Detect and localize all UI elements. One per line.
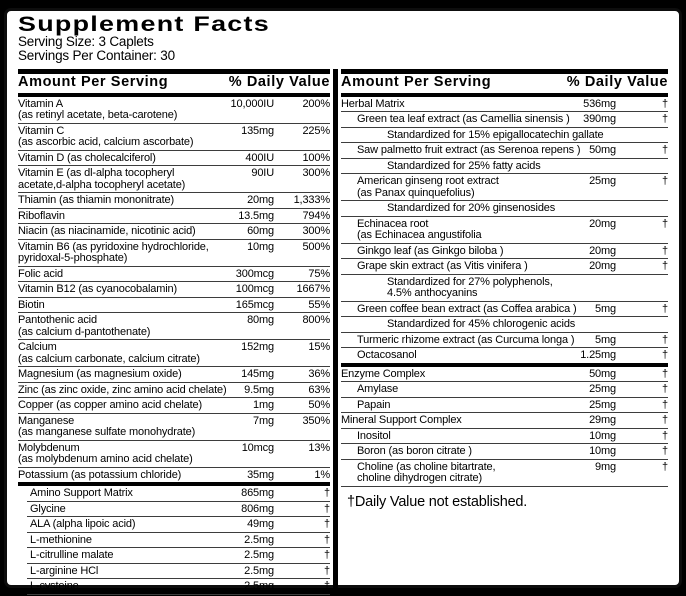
ingredient-daily-value: 300%	[302, 167, 330, 180]
ingredient-amount: 5mg	[595, 302, 616, 315]
ingredient-daily-value: †	[662, 144, 668, 157]
table-row	[18, 340, 330, 367]
ingredient-amount: 300mcg	[235, 267, 274, 280]
ingredient-daily-value: †	[324, 549, 330, 562]
table-row	[341, 159, 668, 175]
ingredient-amount: 20mg	[589, 217, 616, 230]
table-row	[18, 298, 330, 314]
ingredient-daily-value: 55%	[308, 298, 330, 311]
table-row	[18, 367, 330, 383]
ingredient-amount: 2.5mg	[244, 580, 274, 593]
left-column	[18, 69, 330, 595]
ingredient-amount: 9mg	[595, 460, 616, 473]
table-row	[27, 564, 330, 580]
table-row	[341, 460, 668, 487]
ingredient-name-line2: 4.5% anthocyanins	[387, 287, 478, 300]
ingredient-name-line1: L-methionine	[30, 533, 92, 546]
ingredient-daily-value: 1%	[314, 468, 330, 481]
ingredient-name	[341, 318, 576, 331]
table-row	[18, 97, 330, 124]
table-row	[341, 413, 668, 429]
amount-per-serving-header: Amount Per Serving	[18, 73, 169, 90]
ingredient-amount: 1mg	[253, 399, 274, 412]
table-row	[341, 382, 668, 398]
ingredient-name	[341, 144, 581, 157]
ingredient-amount: 25mg	[589, 398, 616, 411]
ingredient-name-line1: L-citrulline malate	[30, 549, 114, 562]
ingredient-amount: 400IU	[245, 151, 274, 164]
ingredient-name	[341, 128, 604, 142]
amount-per-serving-header: Amount Per Serving	[341, 73, 492, 90]
ingredient-name-line1: Calcium	[18, 341, 57, 354]
ingredient-name-line1: Pantothenic acid	[18, 314, 97, 327]
ingredient-name	[341, 462, 558, 485]
ingredient-amount: 152mg	[241, 341, 274, 354]
table-row	[18, 398, 330, 414]
table-row	[27, 533, 330, 549]
table-row	[341, 317, 668, 333]
table-row	[27, 486, 330, 502]
column-divider	[333, 69, 338, 595]
ingredient-daily-value: †	[324, 533, 330, 546]
ingredient-name-line1: Zinc (as zinc oxide, zinc amino acid chelate)	[18, 383, 227, 396]
ingredient-amount: 390mg	[583, 113, 616, 126]
table-row	[18, 151, 330, 167]
ingredient-daily-value: †	[662, 175, 668, 188]
ingredient-amount: 2.5mg	[244, 564, 274, 577]
ingredient-name-line1: Vitamin B12 (as cyanocobalamin)	[18, 283, 178, 296]
ingredient-name-line1: ALA (alpha lipoic acid)	[30, 518, 136, 531]
ingredient-name-line2: (as calcium d-pantothenate)	[18, 325, 151, 338]
table-row	[341, 174, 668, 201]
ingredient-daily-value: †	[662, 445, 668, 458]
ingredient-daily-value: †	[324, 518, 330, 531]
ingredient-name	[18, 211, 212, 223]
ingredient-daily-value: 50%	[308, 399, 330, 412]
table-row	[27, 502, 330, 518]
ingredient-name-line2: (as Panax quinquefolius)	[357, 186, 475, 199]
ingredient-daily-value: †	[662, 97, 668, 110]
table-row	[18, 240, 330, 267]
ingredient-daily-value: †	[662, 429, 668, 442]
ingredient-daily-value: 75%	[308, 267, 330, 280]
ingredient-daily-value: 13%	[308, 441, 330, 454]
ingredient-name	[18, 168, 212, 191]
ingredient-name	[18, 126, 212, 149]
ingredient-name-line1: Green coffee bean extract (as Coffea arabica )	[357, 302, 577, 315]
left-rows	[18, 97, 330, 595]
ingredient-daily-value: †	[324, 502, 330, 515]
ingredient-name	[341, 384, 558, 396]
ingredient-name	[27, 519, 212, 531]
ingredient-name-line1: Green tea leaf extract (as Camellia sinensis )	[357, 113, 570, 126]
ingredient-name	[341, 446, 558, 458]
ingredient-name	[18, 342, 212, 365]
ingredient-amount: 7mg	[253, 414, 274, 427]
ingredient-name	[341, 400, 558, 412]
ingredient-name-line1: Manganese	[18, 414, 75, 427]
table-row	[18, 193, 330, 209]
ingredient-amount: 29mg	[589, 414, 616, 427]
ingredient-amount: 50mg	[589, 367, 616, 380]
ingredient-name-line1: Vitamin D (as cholecalciferol)	[18, 151, 156, 164]
right-column	[341, 69, 668, 595]
ingredient-name	[27, 566, 212, 578]
ingredient-daily-value: 36%	[308, 368, 330, 381]
ingredient-name-line1: Choline (as choline bitartrate,	[357, 460, 496, 473]
ingredient-daily-value: 1667%	[296, 283, 330, 296]
ingredient-name	[18, 315, 212, 338]
ingredient-name-line1: Inositol	[357, 429, 391, 442]
ingredient-amount: 25mg	[589, 383, 616, 396]
ingredient-name-line1: Folic acid	[18, 267, 63, 280]
table-row	[27, 548, 330, 564]
ingredient-name	[341, 176, 558, 199]
ingredient-daily-value: †	[662, 398, 668, 411]
ingredient-amount: 806mg	[241, 502, 274, 515]
ingredient-name	[27, 550, 212, 562]
ingredient-name-line1: Standardized for 25% fatty acids	[387, 159, 541, 172]
ingredient-daily-value: 794%	[302, 209, 330, 222]
ingredient-name-line1: Boron (as boron citrate )	[357, 445, 472, 458]
table-row	[27, 517, 330, 533]
ingredient-amount: 20mg	[589, 244, 616, 257]
ingredient-amount: 49mg	[247, 518, 274, 531]
ingredient-name	[18, 369, 212, 381]
ingredient-name-line1: Mineral Support Complex	[341, 414, 462, 427]
ingredient-name-line1: Amino Support Matrix	[30, 487, 133, 500]
supplement-facts-label	[4, 8, 682, 593]
ingredient-name-line1: L-arginine HCl	[30, 564, 99, 577]
ingredient-name-line2: (as manganese sulfate monohydrate)	[18, 426, 196, 439]
ingredient-daily-value: †	[662, 460, 668, 473]
ingredient-name-line2: acetate,d-alpha tocopheryl acetate)	[18, 178, 186, 191]
ingredient-name-line1: Standardized for 27% polyphenols,	[387, 275, 553, 288]
ingredient-name	[27, 581, 212, 593]
ingredient-name	[18, 443, 212, 466]
ingredient-name-line1: Octacosanol	[357, 349, 417, 362]
table-row	[341, 259, 668, 275]
ingredient-daily-value: †	[662, 333, 668, 346]
percent-daily-value-header: % Daily Value	[228, 73, 330, 90]
ingredient-daily-value: †	[324, 564, 330, 577]
ingredient-name-line1: Echinacea root	[357, 217, 429, 230]
ingredient-daily-value: †	[662, 217, 668, 230]
ingredient-name	[341, 261, 558, 273]
ingredient-daily-value: †	[662, 383, 668, 396]
ingredient-name	[18, 226, 212, 238]
ingredient-name-line1: Grape skin extract (as Vitis vinifera )	[357, 260, 528, 273]
right-column-header	[341, 69, 668, 97]
ingredient-amount: 60mg	[247, 225, 274, 238]
table-row	[341, 348, 668, 367]
ingredient-name-line1: Herbal Matrix	[341, 97, 405, 110]
ingredient-name	[18, 400, 212, 412]
ingredient-name	[341, 203, 558, 215]
ingredient-daily-value: 100%	[302, 151, 330, 164]
ingredient-daily-value: 225%	[302, 124, 330, 137]
table-row	[341, 275, 668, 302]
table-row	[341, 333, 668, 349]
ingredient-name	[341, 277, 558, 300]
ingredient-name-line2: pyridoxal-5-phosphate)	[18, 252, 128, 265]
ingredient-name-line1: Thiamin (as thiamin mononitrate)	[18, 194, 174, 207]
ingredient-daily-value: †	[662, 244, 668, 257]
ingredient-daily-value: 15%	[308, 341, 330, 354]
percent-daily-value-header: % Daily Value	[566, 73, 668, 90]
ingredient-amount: 90IU	[251, 167, 274, 180]
ingredient-name-line1: Ginkgo leaf (as Ginkgo biloba )	[357, 244, 504, 257]
table-row	[18, 267, 330, 283]
daily-value-footnote: †Daily Value not established.	[347, 493, 528, 510]
ingredient-name-line1: Saw palmetto fruit extract (as Serenoa repens )	[357, 144, 581, 157]
ingredient-name-line1: Amylase	[357, 383, 399, 396]
ingredient-name	[341, 415, 558, 427]
ingredient-amount: 865mg	[241, 487, 274, 500]
ingredient-name	[341, 302, 577, 316]
table-row	[18, 224, 330, 240]
table-row	[341, 217, 668, 244]
ingredient-name	[18, 195, 212, 207]
table-row	[341, 143, 668, 159]
ingredient-name-line1: American ginseng root extract	[357, 175, 499, 188]
ingredient-name-line1: Standardized for 20% ginsenosides	[387, 202, 556, 215]
ingredient-name	[18, 153, 212, 165]
ingredient-daily-value: 63%	[308, 383, 330, 396]
label-title: Supplement Facts	[18, 13, 270, 36]
ingredient-daily-value: †	[662, 113, 668, 126]
serving-size: Serving Size: 3 Caplets	[18, 34, 154, 49]
table-row	[18, 209, 330, 225]
ingredient-name-line2: (as ascorbic acid, calcium ascorbate)	[18, 136, 194, 149]
ingredient-daily-value: †	[662, 349, 668, 362]
table-row	[341, 244, 668, 260]
ingredient-name	[341, 219, 558, 242]
facts-columns	[18, 69, 668, 595]
ingredient-daily-value: †	[662, 260, 668, 273]
table-row	[18, 414, 330, 441]
ingredient-amount: 10,000IU	[230, 97, 274, 110]
ingredient-amount: 2.5mg	[244, 549, 274, 562]
ingredient-name-line1: Glycine	[30, 502, 66, 515]
ingredient-name	[18, 242, 212, 265]
ingredient-amount: 13.5mg	[238, 209, 274, 222]
ingredient-name-line1: Turmeric rhizome extract (as Curcuma longa )	[357, 333, 575, 346]
ingredient-amount: 20mg	[589, 260, 616, 273]
ingredient-amount: 20mg	[247, 194, 274, 207]
ingredient-daily-value: †	[662, 414, 668, 427]
ingredient-name-line2: (as calcium carbonate, calcium citrate)	[18, 352, 200, 365]
ingredient-name	[341, 431, 558, 443]
ingredient-name-line1: Enzyme Complex	[341, 367, 426, 380]
ingredient-amount: 5mg	[595, 333, 616, 346]
ingredient-amount: 25mg	[589, 175, 616, 188]
ingredient-name-line1: Vitamin C	[18, 124, 65, 137]
ingredient-name	[18, 99, 212, 122]
ingredient-amount: 10mg	[589, 429, 616, 442]
ingredient-name	[27, 504, 212, 516]
ingredient-amount: 10mg	[589, 445, 616, 458]
ingredient-name-line1: Vitamin A	[18, 97, 63, 110]
ingredient-name	[27, 488, 212, 500]
table-row	[341, 201, 668, 217]
ingredient-name-line1: Magnesium (as magnesium oxide)	[18, 368, 182, 381]
ingredient-daily-value: 1,333%	[293, 194, 330, 207]
ingredient-amount: 35mg	[247, 468, 274, 481]
ingredient-daily-value: †	[324, 580, 330, 593]
table-row	[18, 441, 330, 468]
ingredient-name	[18, 470, 212, 482]
table-row	[341, 398, 668, 414]
ingredient-name-line2: (as molybdenum amino acid chelate)	[18, 453, 193, 466]
ingredient-daily-value: 350%	[302, 414, 330, 427]
ingredient-name	[341, 161, 558, 173]
ingredient-name-line1: Niacin (as niacinamide, nicotinic acid)	[18, 225, 196, 238]
ingredient-name-line1: Standardized for 45% chlorogenic acids	[387, 318, 576, 331]
ingredient-daily-value: 800%	[302, 314, 330, 327]
ingredient-name	[341, 369, 558, 381]
ingredient-name	[18, 416, 212, 439]
table-row	[341, 302, 668, 318]
ingredient-name-line1: Riboflavin	[18, 209, 65, 222]
ingredient-name	[18, 383, 227, 397]
ingredient-name	[18, 269, 212, 281]
ingredient-name-line1: L-cysteine	[30, 580, 79, 593]
table-row	[18, 383, 330, 399]
ingredient-daily-value: †	[662, 367, 668, 380]
ingredient-amount: 50mg	[589, 144, 616, 157]
ingredient-name	[341, 113, 570, 126]
table-row	[341, 429, 668, 445]
ingredient-daily-value: 200%	[302, 97, 330, 110]
table-row	[341, 128, 668, 144]
table-row	[18, 313, 330, 340]
table-row	[341, 367, 668, 383]
table-row	[18, 468, 330, 487]
ingredient-name-line2: (as Echinacea angustifolia	[357, 229, 482, 242]
ingredient-name	[341, 333, 575, 347]
ingredient-name	[18, 284, 212, 296]
table-row	[341, 97, 668, 113]
ingredient-name-line1: Standardized for 15% epigallocatechin gallate	[387, 128, 604, 141]
table-row	[18, 282, 330, 298]
ingredient-name-line1: Copper (as copper amino acid chelate)	[18, 399, 202, 412]
ingredient-daily-value: 500%	[302, 240, 330, 253]
table-row	[341, 444, 668, 460]
ingredient-name	[341, 246, 558, 258]
ingredient-amount: 2.5mg	[244, 533, 274, 546]
ingredient-daily-value: 300%	[302, 225, 330, 238]
right-rows	[341, 97, 668, 487]
ingredient-daily-value: †	[324, 487, 330, 500]
table-row	[18, 124, 330, 151]
ingredient-name-line1: Papain	[357, 398, 391, 411]
ingredient-amount: 100mcg	[235, 283, 274, 296]
ingredient-amount: 80mg	[247, 314, 274, 327]
ingredient-amount: 536mg	[583, 97, 616, 110]
ingredient-amount: 145mg	[241, 368, 274, 381]
ingredient-daily-value: †	[662, 302, 668, 315]
ingredient-name-line2: (as retinyl acetate, beta-carotene)	[18, 109, 178, 122]
ingredient-amount: 165mcg	[235, 298, 274, 311]
servings-per-container: Servings Per Container: 30	[18, 48, 175, 64]
table-row	[341, 112, 668, 128]
left-column-header	[18, 69, 330, 97]
ingredient-name-line1: Molybdenum	[18, 441, 80, 454]
ingredient-amount: 135mg	[241, 124, 274, 137]
ingredient-name	[18, 300, 212, 312]
ingredient-amount: 10mcg	[241, 441, 274, 454]
table-row	[18, 166, 330, 193]
ingredient-name-line1: Vitamin E (as dl-alpha tocopheryl	[18, 167, 175, 180]
ingredient-name-line1: Potassium (as potassium chloride)	[18, 468, 182, 481]
ingredient-amount: 9.5mg	[244, 383, 274, 396]
ingredient-amount: 10mg	[247, 240, 274, 253]
ingredient-name	[341, 350, 558, 362]
table-row	[27, 579, 330, 595]
ingredient-name	[341, 99, 558, 111]
ingredient-amount: 1.25mg	[580, 349, 616, 362]
ingredient-name-line1: Vitamin B6 (as pyridoxine hydrochloride,	[18, 240, 209, 253]
ingredient-name	[27, 535, 212, 547]
ingredient-name-line1: Biotin	[18, 298, 45, 311]
ingredient-name-line2: choline dihydrogen citrate)	[357, 472, 482, 485]
